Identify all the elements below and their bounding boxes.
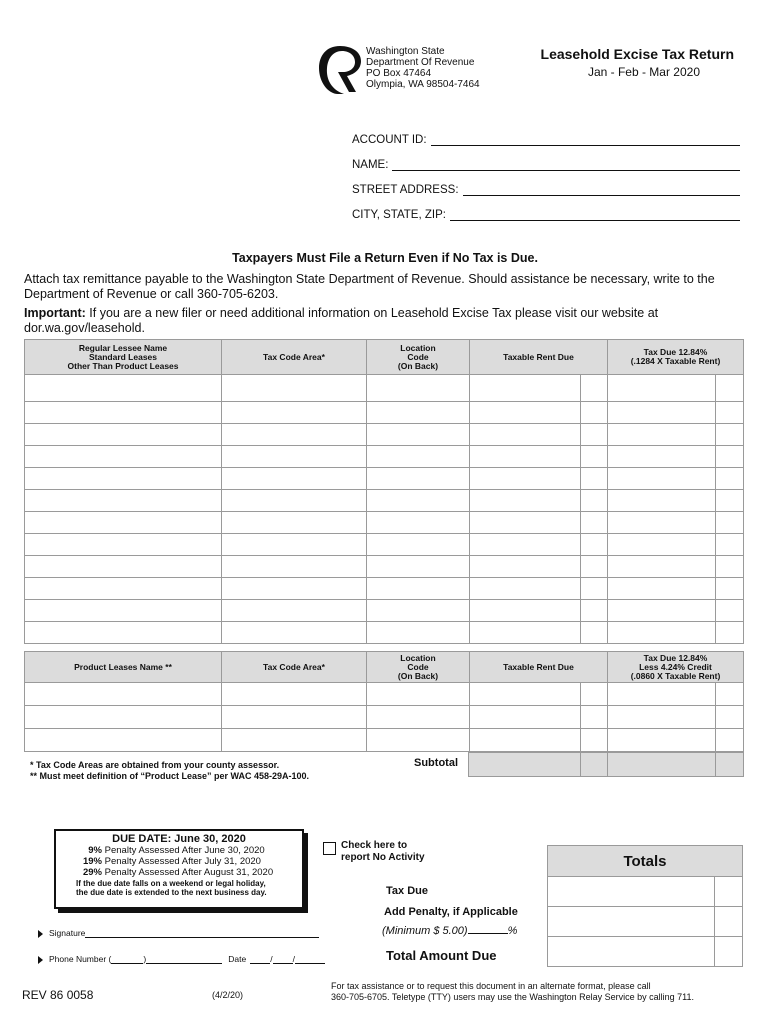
city-state-zip-line[interactable]: [450, 210, 740, 221]
agency-dept: Department Of Revenue: [366, 57, 475, 68]
entry-cell[interactable]: [716, 512, 744, 534]
agency-city: Olympia, WA 98504-7464: [366, 79, 480, 90]
entry-cell[interactable]: [25, 729, 222, 752]
entry-cell[interactable]: [608, 446, 716, 468]
entry-cell[interactable]: [716, 534, 744, 556]
entry-cell[interactable]: [367, 375, 470, 402]
entry-cell[interactable]: [716, 402, 744, 424]
entry-cell[interactable]: [581, 556, 608, 578]
entry-cell[interactable]: [581, 706, 608, 729]
footnotes: [30, 760, 309, 782]
no-activity-label: Check here to report No Activity: [341, 840, 425, 863]
entry-cell[interactable]: [470, 402, 581, 424]
add-penalty-label: Add Penalty, if Applicable: [384, 906, 518, 918]
table-header-row: [25, 652, 744, 683]
entry-cell[interactable]: [367, 446, 470, 468]
entry-cell[interactable]: [25, 402, 222, 424]
entry-cell[interactable]: [581, 512, 608, 534]
entry-cell[interactable]: [581, 490, 608, 512]
entry-cell[interactable]: [367, 578, 470, 600]
entry-cell[interactable]: [716, 622, 744, 644]
entry-cell[interactable]: [581, 622, 608, 644]
date-label: Date: [228, 954, 247, 964]
entry-cell[interactable]: [608, 512, 716, 534]
revision-date: (4/2/20): [212, 990, 244, 1000]
due-date-note: If the due date falls on a weekend or legal holiday, the due date is extended to the next business day.: [76, 879, 267, 897]
entry-cell[interactable]: [367, 683, 470, 706]
entry-cell[interactable]: [222, 534, 367, 556]
entry-cell[interactable]: [222, 512, 367, 534]
form-number: REV 86 0058: [22, 988, 94, 1002]
entry-cell[interactable]: [222, 706, 367, 729]
entry-cell[interactable]: [25, 600, 222, 622]
table-row: [25, 490, 744, 512]
entry-cell[interactable]: [25, 556, 222, 578]
entry-cell[interactable]: [470, 729, 581, 752]
entry-cell[interactable]: [222, 375, 367, 402]
entry-cell[interactable]: [716, 556, 744, 578]
entry-cell[interactable]: [222, 446, 367, 468]
street-label: STREET ADDRESS:: [352, 184, 459, 196]
entry-cell[interactable]: [222, 683, 367, 706]
city-state-zip-field[interactable]: [352, 205, 740, 221]
important-label: Important:: [24, 306, 86, 320]
signature-line[interactable]: [85, 929, 319, 938]
entry-cell[interactable]: [581, 600, 608, 622]
entry-cell[interactable]: [367, 490, 470, 512]
entry-cell[interactable]: [608, 622, 716, 644]
subtotal-label: Subtotal: [414, 757, 458, 769]
entry-cell[interactable]: [367, 729, 470, 752]
minimum-penalty: (Minimum $ 5.00) %: [382, 925, 518, 937]
entry-cell[interactable]: [25, 490, 222, 512]
entry-cell[interactable]: [25, 534, 222, 556]
penalty-cents[interactable]: [715, 907, 743, 937]
col-location-code: Location Code (On Back): [367, 652, 470, 683]
col-tax-code-area: Tax Code Area*: [222, 340, 367, 375]
account-id-label: ACCOUNT ID:: [352, 134, 427, 146]
entry-cell[interactable]: [25, 375, 222, 402]
entry-cell[interactable]: [716, 683, 744, 706]
footnote-tca: * Tax Code Areas are obtained from your county assessor.: [30, 760, 280, 770]
product-leases-table: [24, 651, 744, 752]
intro-text: [24, 272, 744, 336]
entry-cell[interactable]: [608, 556, 716, 578]
entry-cell[interactable]: [25, 512, 222, 534]
subtotal-tax-cents[interactable]: [716, 753, 744, 777]
total-amount-cents[interactable]: [715, 937, 743, 967]
entry-cell[interactable]: [470, 578, 581, 600]
entry-cell[interactable]: [470, 375, 581, 402]
entry-cell[interactable]: [222, 402, 367, 424]
attach-text: Attach tax remittance payable to the Washington State Department of Revenue. Should assistance be necessary, write to the Department of Revenue or call 360-705-6203.: [24, 272, 715, 301]
entry-cell[interactable]: [470, 534, 581, 556]
entry-cell[interactable]: [367, 622, 470, 644]
entry-cell[interactable]: [581, 424, 608, 446]
entry-cell[interactable]: [222, 622, 367, 644]
agency-name: Washington State: [366, 46, 445, 57]
entry-cell[interactable]: [608, 600, 716, 622]
entry-cell[interactable]: [470, 683, 581, 706]
date-day-line[interactable]: [273, 955, 293, 964]
totals-header: Totals: [548, 846, 743, 877]
date-year-line[interactable]: [295, 955, 325, 964]
entry-cell[interactable]: [222, 424, 367, 446]
penalty-line: 9% Penalty Assessed After June 30, 2020: [88, 845, 265, 856]
street-line[interactable]: [463, 185, 740, 196]
col-tax-due: Tax Due 12.84% (.1284 X Taxable Rent): [608, 340, 744, 375]
phone-date-field[interactable]: Phone Number ( ) Date / /: [38, 954, 325, 964]
entry-cell[interactable]: [470, 490, 581, 512]
table-row: [25, 446, 744, 468]
col-tax-due: Tax Due 12.84% Less 4.24% Credit (.0860 X Taxable Rent): [608, 652, 744, 683]
name-line[interactable]: [392, 160, 740, 171]
entry-cell[interactable]: [608, 402, 716, 424]
entry-cell[interactable]: [25, 578, 222, 600]
entry-cell[interactable]: [222, 556, 367, 578]
due-date-box: [54, 829, 304, 909]
entry-cell[interactable]: [367, 402, 470, 424]
phone-number-line[interactable]: [146, 955, 222, 964]
signature-field[interactable]: [38, 928, 319, 938]
entry-cell[interactable]: [581, 578, 608, 600]
table-row: [25, 424, 744, 446]
entry-cell[interactable]: [716, 706, 744, 729]
entry-cell[interactable]: [470, 512, 581, 534]
entry-cell[interactable]: [25, 683, 222, 706]
entry-cell[interactable]: [581, 446, 608, 468]
entry-cell[interactable]: [716, 424, 744, 446]
entry-cell[interactable]: [222, 578, 367, 600]
dor-logo-icon: [318, 44, 362, 96]
entry-cell[interactable]: [581, 468, 608, 490]
phone-label: Phone Number (: [49, 954, 112, 964]
agency-po: PO Box 47464: [366, 68, 432, 79]
entry-cell[interactable]: [367, 534, 470, 556]
entry-cell[interactable]: [581, 729, 608, 752]
entry-cell[interactable]: [470, 600, 581, 622]
entry-cell[interactable]: [222, 600, 367, 622]
entry-cell[interactable]: [608, 706, 716, 729]
entry-cell[interactable]: [716, 729, 744, 752]
table-row: [25, 556, 744, 578]
entry-cell[interactable]: [470, 424, 581, 446]
table-header-row: [25, 340, 744, 375]
entry-cell[interactable]: [716, 600, 744, 622]
entry-cell[interactable]: [608, 534, 716, 556]
col-location-code: Location Code (On Back): [367, 340, 470, 375]
regular-leases-table: [24, 339, 744, 644]
entry-cell[interactable]: [608, 683, 716, 706]
form-period: Jan - Feb - Mar 2020: [587, 65, 700, 79]
entry-cell[interactable]: [222, 490, 367, 512]
entry-cell[interactable]: [608, 468, 716, 490]
entry-cell[interactable]: [608, 375, 716, 402]
footnote-product: ** Must meet definition of “Product Lease” per WAC 458-29A-100.: [30, 771, 310, 781]
entry-cell[interactable]: [470, 622, 581, 644]
tax-due-cell[interactable]: [548, 877, 715, 907]
entry-cell[interactable]: [608, 424, 716, 446]
table-row: [25, 683, 744, 706]
penalty-line: 29% Penalty Assessed After August 31, 2020: [82, 867, 274, 878]
subtotal-rent-cents[interactable]: [581, 753, 608, 777]
entry-cell[interactable]: [608, 490, 716, 512]
agency-address: [366, 46, 480, 90]
entry-cell[interactable]: [581, 402, 608, 424]
entry-cell[interactable]: [716, 375, 744, 402]
no-activity-checkbox[interactable]: [323, 842, 336, 855]
entry-cell[interactable]: [716, 578, 744, 600]
entry-cell[interactable]: [25, 446, 222, 468]
entry-cell[interactable]: [367, 424, 470, 446]
entry-cell[interactable]: [581, 683, 608, 706]
table-row: [25, 578, 744, 600]
entry-cell[interactable]: [470, 446, 581, 468]
arrow-icon: [38, 930, 43, 938]
entry-cell[interactable]: [608, 729, 716, 752]
table-row: [25, 534, 744, 556]
table-row: [25, 468, 744, 490]
table-row: [25, 375, 744, 402]
table-row: [25, 729, 744, 752]
tax-due-cents[interactable]: [715, 877, 743, 907]
table-row: [25, 512, 744, 534]
table-row: [25, 706, 744, 729]
entry-cell[interactable]: [222, 468, 367, 490]
name-label: NAME:: [352, 159, 389, 171]
date-month-line[interactable]: [250, 955, 270, 964]
subtotal-rent-cell[interactable]: [469, 753, 581, 777]
entry-cell[interactable]: [367, 556, 470, 578]
penalty-percent-line[interactable]: [468, 925, 508, 934]
name-field[interactable]: [352, 155, 740, 171]
city-state-zip-label: CITY, STATE, ZIP:: [352, 209, 446, 221]
street-field[interactable]: [352, 180, 740, 196]
total-amount-label: Total Amount Due: [386, 948, 497, 963]
entry-cell[interactable]: [367, 468, 470, 490]
subtotal-row: [468, 752, 744, 777]
account-id-field[interactable]: [352, 130, 740, 146]
form-title: Leasehold Excise Tax Return: [540, 46, 734, 62]
signature-label: Signature: [49, 928, 86, 938]
entry-cell[interactable]: [222, 729, 367, 752]
col-taxable-rent: Taxable Rent Due: [470, 652, 608, 683]
entry-cell[interactable]: [25, 706, 222, 729]
entry-cell[interactable]: [25, 424, 222, 446]
account-id-line[interactable]: [431, 135, 740, 146]
entry-cell[interactable]: [716, 468, 744, 490]
due-date-title: DUE DATE: June 30, 2020: [112, 833, 246, 845]
important-text: [24, 306, 744, 336]
arrow-icon: [38, 956, 43, 964]
col-lessee-name: Regular Lessee Name Standard Leases Other Than Product Leases: [25, 340, 222, 375]
entry-cell[interactable]: [470, 706, 581, 729]
col-product-lease-name: Product Leases Name **: [25, 652, 222, 683]
entry-cell[interactable]: [367, 600, 470, 622]
entry-cell[interactable]: [581, 534, 608, 556]
entry-cell[interactable]: [470, 468, 581, 490]
table-row: [25, 402, 744, 424]
entry-cell[interactable]: [608, 578, 716, 600]
entry-cell[interactable]: [716, 490, 744, 512]
entry-cell[interactable]: [25, 622, 222, 644]
entry-cell[interactable]: [25, 468, 222, 490]
important-body: If you are a new filer or need additional information on Leasehold Excise Tax please visit our website at dor.wa.gov/leasehold.: [24, 306, 659, 335]
entry-cell[interactable]: [716, 446, 744, 468]
phone-area-line[interactable]: [111, 955, 143, 964]
must-file-notice: Taxpayers Must File a Return Even if No Tax is Due.: [232, 251, 538, 265]
table-row: [25, 600, 744, 622]
subtotal-tax-cell[interactable]: [608, 753, 716, 777]
table-row: [25, 622, 744, 644]
entry-cell[interactable]: [470, 556, 581, 578]
penalty-line: 19% Penalty Assessed After July 31, 2020: [82, 856, 261, 867]
entry-cell[interactable]: [581, 375, 608, 402]
penalty-cell[interactable]: [548, 907, 715, 937]
entry-cell[interactable]: [367, 512, 470, 534]
tax-due-label: Tax Due: [386, 885, 428, 897]
total-amount-cell[interactable]: [548, 937, 715, 967]
assistance-text: For tax assistance or to request this document in an alternate format, please call 360-705-6705. Teletype (TTY) users may use the Washington Relay Service by calling 711.: [331, 981, 695, 1002]
col-tax-code-area: Tax Code Area*: [222, 652, 367, 683]
totals-table: [547, 845, 743, 967]
col-taxable-rent: Taxable Rent Due: [470, 340, 608, 375]
entry-cell[interactable]: [367, 706, 470, 729]
